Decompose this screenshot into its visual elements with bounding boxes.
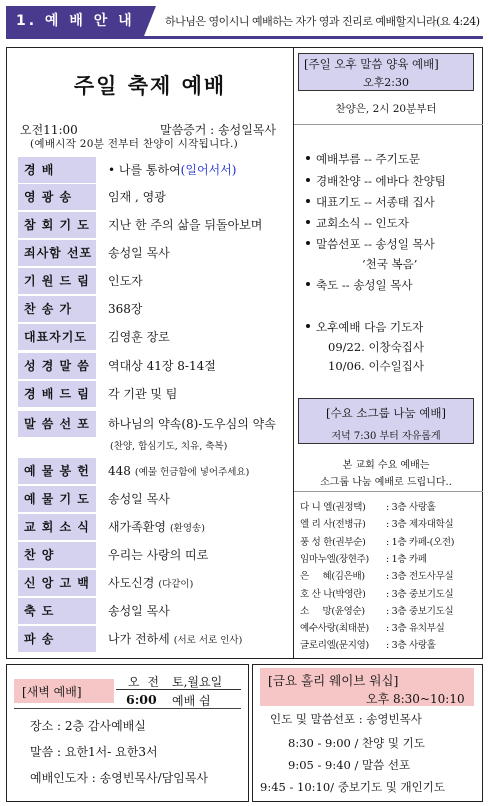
order-label: 영 광 송 [18,184,96,210]
order-label: 교 회 소 식 [18,514,96,540]
order-value [108,542,208,568]
afternoon-item: 교회소식 -- 인도자 [306,215,409,231]
prayer-1: 09/22. 이창숙집사 [328,340,424,354]
order-value [108,353,216,379]
order-subnote: (찬양, 합심기도, 치유, 축복) [110,441,228,452]
order-label: 경 배 드 림 [18,381,96,407]
group-place: : 3층 사랑홀 [386,502,436,513]
order-value-note: (서로 서로 인사) [173,635,243,646]
afternoon-item: 대표기도 -- 서종태 집사 [306,194,435,210]
order-value-text: 임재 , 영광 [108,190,166,204]
wednesday-note-1: 본 교회 수요 예배는 [342,460,430,471]
order-value-text: • 나를 통하여 [108,163,181,177]
order-value [108,486,170,512]
group-place: : 3층 사랑홀 [386,640,436,652]
main-title: 주일 축제 예배 [73,74,227,98]
afternoon-item: 오후예배 다음 기도자 [306,319,423,335]
group-name: 엘 리 사(전병규) [300,519,366,531]
wednesday-divider [294,491,483,492]
order-value-text: 송성일 목사 [108,604,170,618]
group-name: 글로리엘(문지영) [300,640,369,652]
friday-leader: 인도 및 말씀선포 : 송영빈목사 [270,712,422,726]
order-value-note: (예물 헌금함에 넣어주세요) [134,467,250,478]
order-label: 예 물 기 도 [18,486,96,512]
order-label: 찬 양 [18,542,96,568]
order-value-text: 368장 [108,302,143,316]
order-value-text: 지난 한 주의 삶을 뒤돌아보며 [108,218,263,232]
group-place: : 3층 전도사무실 [386,571,454,583]
group-place: : 3층 유치부실 [386,623,445,635]
order-value-text: 448 [108,464,131,478]
friday-schedule-3: 9:45 - 10:10/ 중보기도 및 개인기도 [260,780,445,794]
order-value-note: (다같이) [158,579,194,590]
order-label: 신 앙 고 백 [18,570,96,596]
friday-schedule-1: 8:30 - 9:00 / 찬양 및 기도 [288,736,425,750]
order-value [108,458,249,486]
order-label: 말 씀 선 포 [18,411,96,437]
dawn-time-divider [116,689,241,690]
order-value [108,381,177,407]
dawn-time: 6:00 [126,692,157,707]
afternoon-title: [주일 오후 말씀 양육 예배] [304,57,439,71]
order-label: 성 경 말 씀 [18,353,96,379]
group-name: 예수사랑(최태분) [300,623,369,635]
order-value [108,570,193,598]
dawn-rest: 예배 쉼 [172,694,211,708]
order-label: 대표자기도 [18,324,96,350]
afternoon-item: 축도 -- 송성일 목사 [306,277,413,293]
afternoon-item: 말씀선포 -- 송성일 목사 [306,236,435,252]
header-divider [6,36,483,39]
section-title: 1. 예 배 안 내 [6,6,144,36]
order-value [108,184,166,210]
sermon-title: ‘천국 복음’ [362,257,418,271]
header-verse: 하나님은 영이시니 예배하는 자가 영과 진리로 예배할지니라(요 4:24) [165,15,480,28]
order-value-text: 송성일 목사 [108,492,170,506]
order-value-text: 인도자 [108,274,143,288]
order-value [108,626,242,654]
order-value-text: 사도신경 [108,576,155,590]
order-value-text: 우리는 사랑의 띠로 [108,548,209,562]
group-name: 임마누엘(장현주) [300,553,369,565]
column-divider [293,47,294,659]
group-place: : 3층 중보기도실 [386,588,454,600]
order-label: 파 송 [18,626,96,652]
group-name: 풍 성 한(권부순) [300,536,366,548]
main-time: 오전11:00 [20,123,78,137]
order-value [108,212,262,238]
afternoon-praise: 찬양은, 2시 20분부터 [335,103,437,115]
section-tab-decoration [144,6,156,36]
afternoon-time: 오후2:30 [363,76,409,89]
main-preacher: 말씀증거 : 송성일목사 [160,123,277,137]
group-name: 은 혜(김은배) [300,571,365,583]
main-note: (예배시작 20분 전부터 찬양이 시작됩니다.) [30,138,239,150]
order-label: 찬 송 가 [18,296,96,322]
afternoon-item: 경배찬양 -- 에바다 찬양팀 [306,173,446,189]
order-value-text: 각 기관 및 팀 [108,387,178,401]
order-label: 축 도 [18,598,96,624]
dawn-place: 장소 : 2층 감사예배실 [30,719,146,733]
order-label: 기 원 드 림 [18,268,96,294]
dawn-time-label: 오 전 [128,675,161,689]
order-value [108,598,170,624]
order-value [108,157,236,183]
wednesday-note-2: 소그룹 나눔 예배로 드립니다.. [320,477,452,488]
order-value-text: 송성일 목사 [108,246,170,260]
group-place: : 3층 중보기도실 [386,605,454,617]
order-value-text: 역대상 41장 8-14절 [108,359,216,373]
friday-time: 오후 8:30~10:10 [366,692,465,706]
group-name: 소 망(윤영순) [300,605,365,617]
dawn-leader: 예배인도자 : 송영빈목사/담임목사 [30,771,209,785]
wednesday-time: 저녁 7:30 부터 자유롭게 [331,431,441,442]
order-label: 죄사함 선포 [18,240,96,266]
order-value [108,411,276,437]
order-value [108,514,205,542]
order-value [108,240,170,266]
order-value-text: 나가 전하세 [108,632,170,646]
order-label: 예 물 봉 헌 [18,458,96,484]
order-label: 참 회 기 도 [18,212,96,238]
order-value-text: 새가족환영 [108,520,166,534]
dawn-days: 토,월요일 [172,675,223,689]
prayer-2: 10/06. 이수일집사 [328,359,424,373]
order-value [108,268,143,294]
dawn-word: 말씀 : 요한1서- 요한3서 [30,745,158,759]
afternoon-item: 예배부름 -- 주기도문 [306,151,420,167]
wednesday-title: [수요 소그룹 나눔 예배] [326,406,446,420]
order-value [108,296,143,322]
order-value-text: 김영훈 장로 [108,330,170,344]
group-place: : 1층 카페-(오전) [386,536,455,548]
order-value-note: (일어서서) [180,163,237,177]
friday-title: [금요 홀리 웨이브 워십] [268,673,399,688]
order-value-text: 하나님의 약속(8)-도우심의 약속 [108,417,276,431]
order-label: 경 배 [18,157,96,183]
dawn-title: [새벽 예배] [22,685,82,699]
order-value-note: (환영송) [169,523,205,534]
group-place: : 1층 카페 [386,553,427,565]
afternoon-divider [294,124,483,125]
group-place: : 3층 제자대학실 [386,519,454,531]
group-name: 다 니 엘(권정택) [300,502,366,513]
friday-schedule-2: 9:05 - 9:40 / 말씀 선포 [288,758,411,772]
order-value [108,324,170,350]
dawn-divider [14,708,241,709]
group-name: 호 산 나(박영란) [300,588,366,600]
